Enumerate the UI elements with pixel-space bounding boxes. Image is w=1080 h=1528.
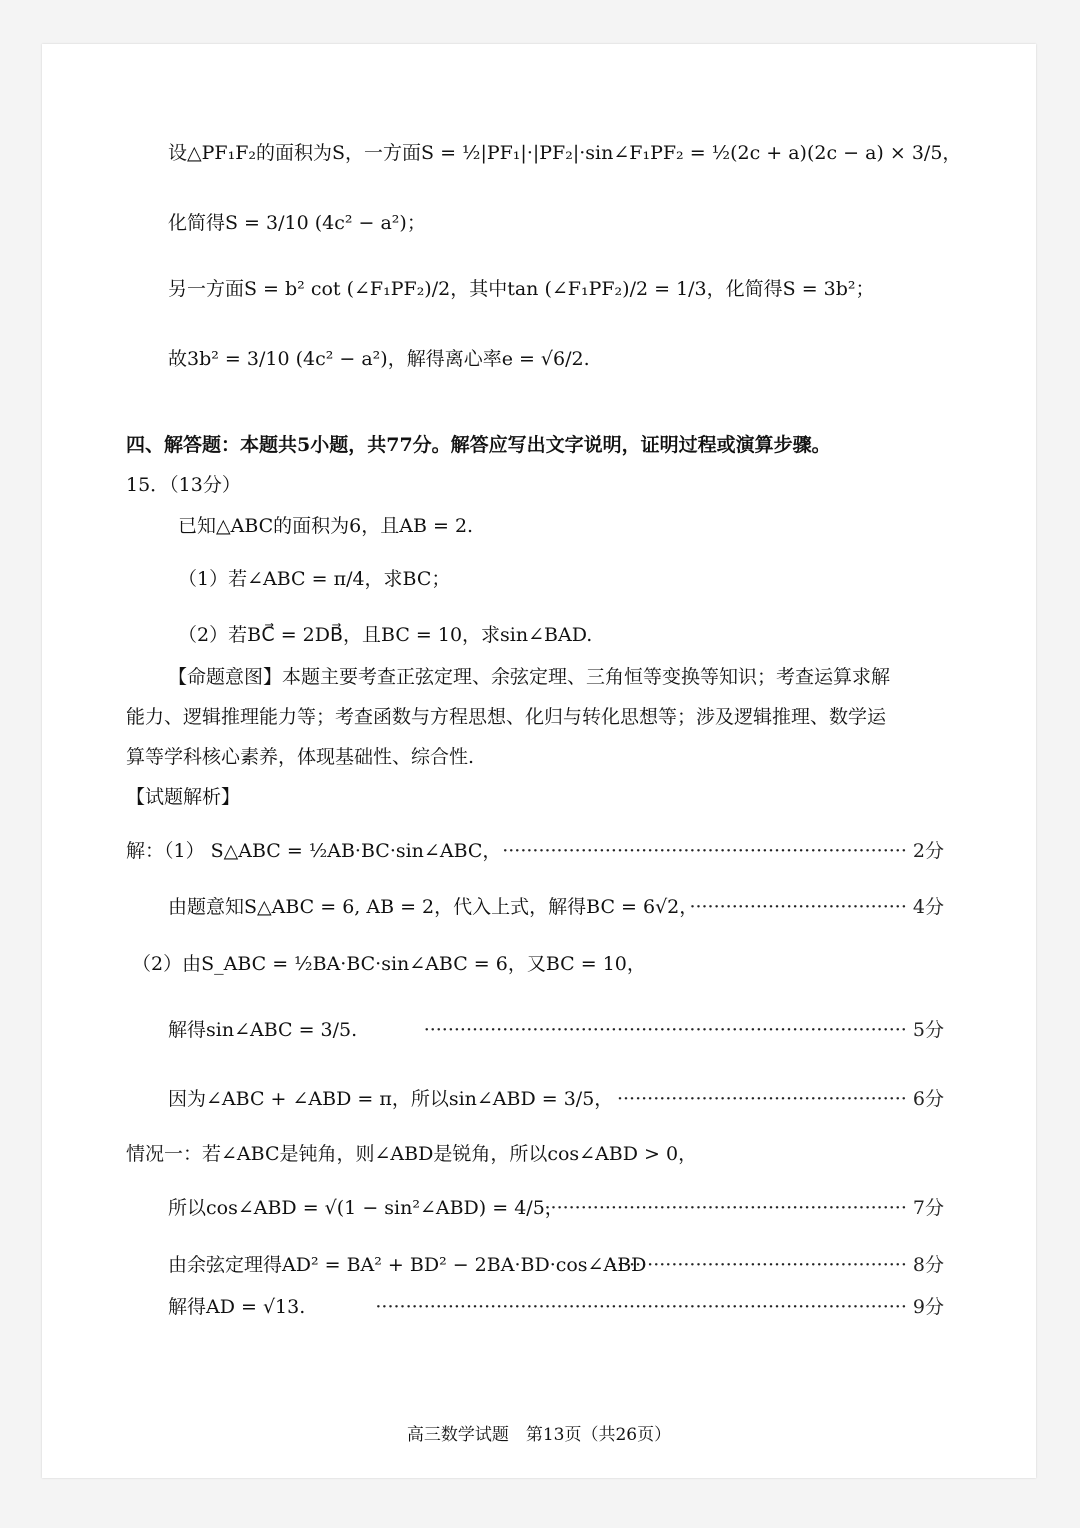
line-text: 解得AD = √13.: [168, 1296, 306, 1318]
score-value: 9分: [912, 1296, 944, 1318]
score-label: ················································ 6分: [616, 1088, 944, 1110]
line-text: 设△PF₁F₂的面积为S，一方面S = ½|PF₁|·|PF₂|·sin∠F₁PF₂ = ½(2c + a)(2c − a) × 3/5，: [168, 142, 962, 164]
line-text: 因为∠ABC + ∠ABD = π，所以sin∠ABD = 3/5，: [168, 1088, 614, 1110]
line-text: 解得sin∠ABC = 3/5.: [168, 1019, 358, 1041]
line-text: 所以cos∠ABD = √(1 − sin²∠ABD) = 4/5，: [168, 1197, 564, 1219]
score-label: ··································································· 2分: [502, 840, 944, 862]
score-value: 6分: [912, 1088, 944, 1110]
line-text: （1）若∠ABC = π/4，求BC；: [178, 568, 451, 590]
line-text: 解：（1） S△ABC = ½AB·BC·sin∠ABC，: [126, 840, 502, 862]
score-label: ················································································ 5分: [423, 1019, 944, 1041]
line-text: 由余弦定理得AD² = BA² + BD² − 2BA·BD·cos∠ABD: [168, 1254, 647, 1276]
line-text: 情况一：若∠ABC是钝角，则∠ABD是锐角，所以cos∠ABD > 0，: [126, 1143, 698, 1165]
score-label: ························································································ 9分: [375, 1296, 944, 1318]
line-text: 故3b² = 3/10 (4c² − a²)，解得离心率e = √6/2.: [168, 348, 590, 370]
page-footer: 高三数学试题 第13页（共26页）: [406, 1425, 672, 1445]
line-text: 化简得S = 3/10 (4c² − a²)；: [168, 212, 426, 234]
line-text: 【试题解析】: [126, 786, 241, 808]
line-text: 已知△ABC的面积为6，且AB = 2.: [178, 515, 474, 537]
score-value: 5分: [912, 1019, 944, 1041]
score-value: 4分: [912, 896, 944, 918]
exam-page: [42, 44, 1036, 1478]
score-label: ···································· 4分: [689, 896, 944, 918]
score-value: 8分: [912, 1254, 944, 1276]
section-heading-text: 四、解答题：本题共5小题，共77分。解答应写出文字说明，证明过程或演算步骤。: [126, 434, 831, 456]
question-number-text: 15．（13分）: [126, 474, 241, 496]
line-text: （2）若BC⃗ = 2DB⃗，且BC = 10，求sin∠BAD.: [178, 624, 593, 646]
line-text: 算等学科核心素养，体现基础性、综合性.: [126, 746, 475, 768]
line-text: 能力、逻辑推理能力等；考查函数与方程思想、化归与转化思想等；涉及逻辑推理、数学运: [126, 706, 887, 728]
line-text: 由题意知S△ABC = 6, AB = 2，代入上式，解得BC = 6√2，: [168, 896, 699, 918]
score-label: ···························································· 7分: [544, 1197, 944, 1219]
line-text: 【命题意图】本题主要考查正弦定理、余弦定理、三角恒等变换等知识；考查运算求解: [168, 666, 891, 688]
line-text: （2）由S_ABC = ½BA·BC·sin∠ABC = 6，又BC = 10，: [132, 953, 646, 975]
score-label: ················································· 8分: [610, 1254, 944, 1276]
score-value: 7分: [912, 1197, 944, 1219]
line-text: 另一方面S = b² cot (∠F₁PF₂)/2，其中tan (∠F₁PF₂)/2 = 1/3，化简得S = 3b²；: [168, 278, 875, 300]
score-value: 2分: [912, 840, 944, 862]
